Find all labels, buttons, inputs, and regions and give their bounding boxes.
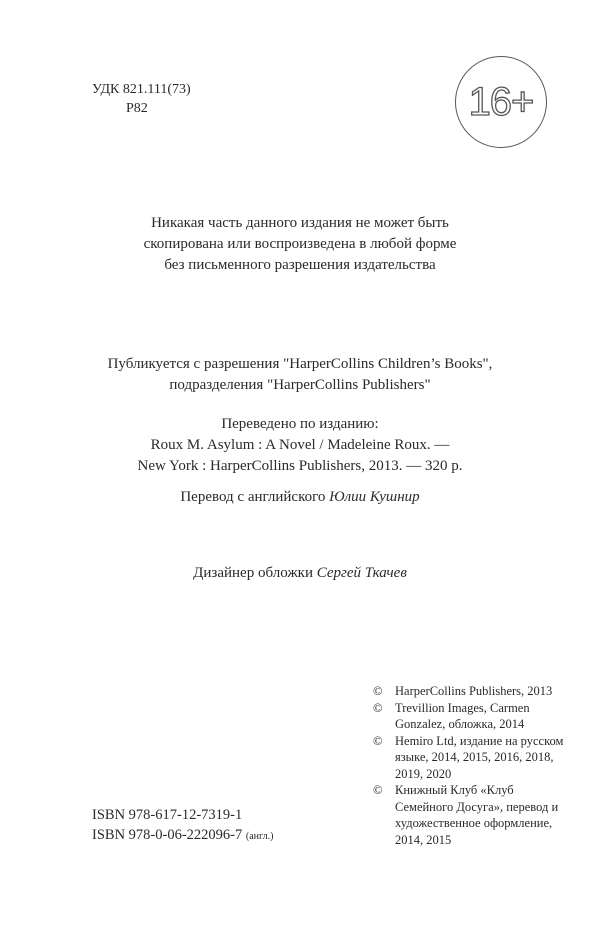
udk-code: УДК 821.111(73) (92, 82, 191, 97)
udk-block (92, 80, 191, 118)
copyright-item (373, 700, 573, 733)
copyright-symbol: © (373, 700, 383, 715)
publication-line: подразделения "HarperCollins Publishers" (169, 377, 431, 393)
original-line: New York : HarperCollins Publishers, 2013. — 320 p. (137, 458, 463, 474)
copyright-symbol: © (373, 733, 383, 748)
isbn-line (92, 806, 273, 826)
original-line: Roux M. Asylum : A Novel / Madeleine Roux. — (150, 437, 450, 453)
age-rating-label: 16+ (468, 79, 534, 124)
isbn-number: ISBN 978-617-12-7319-1 (92, 807, 243, 823)
copyright-text: HarperCollins Publishers, 2013 (395, 684, 553, 698)
copyright-list (373, 683, 573, 848)
notice-line: скопирована или воспроизведена в любой форме (143, 236, 457, 252)
age-rating-badge (455, 56, 547, 148)
isbn-block (92, 806, 273, 846)
copyright-symbol: © (373, 783, 383, 797)
copyright-text: Книжный Клуб «Клуб Семейного Досуга», перевод и художественное оформление, 2014, 2015 (395, 783, 559, 847)
isbn-number: ISBN 978-0-06-222096-7 (92, 827, 246, 843)
copyright-text: Trevillion Images, Carmen Gonzalez, обложка, 2014 (395, 700, 530, 731)
designer-credit (0, 563, 600, 584)
designer-name: Сергей Ткачев (316, 565, 407, 581)
original-edition (0, 414, 600, 477)
original-line: Переведено по изданию: (221, 416, 379, 432)
copyright-notice (0, 213, 600, 276)
copyright-text: Hemiro Ltd, издание на русском языке, 2014, 2015, 2016, 2018, 2019, 2020 (395, 733, 564, 781)
publication-permission (0, 354, 600, 396)
copyright-item (373, 733, 573, 783)
copyright-symbol: © (373, 684, 383, 698)
notice-line: без письменного разрешения издательства (164, 257, 436, 273)
designer-label: Дизайнер обложки (193, 565, 317, 581)
publication-line: Публикуется с разрешения "HarperCollins Children’s Books", (107, 356, 493, 372)
translator-credit (0, 487, 600, 508)
notice-line: Никакая часть данного издания не может быть (151, 215, 449, 231)
copyright-item (373, 683, 573, 700)
translator-label: Перевод с английского (180, 489, 330, 505)
author-mark: Р82 (126, 101, 148, 116)
isbn-line (92, 826, 273, 846)
translator-name: Юлии Кушнир (329, 489, 420, 505)
copyright-item (373, 782, 573, 848)
isbn-note: (англ.) (245, 831, 274, 842)
